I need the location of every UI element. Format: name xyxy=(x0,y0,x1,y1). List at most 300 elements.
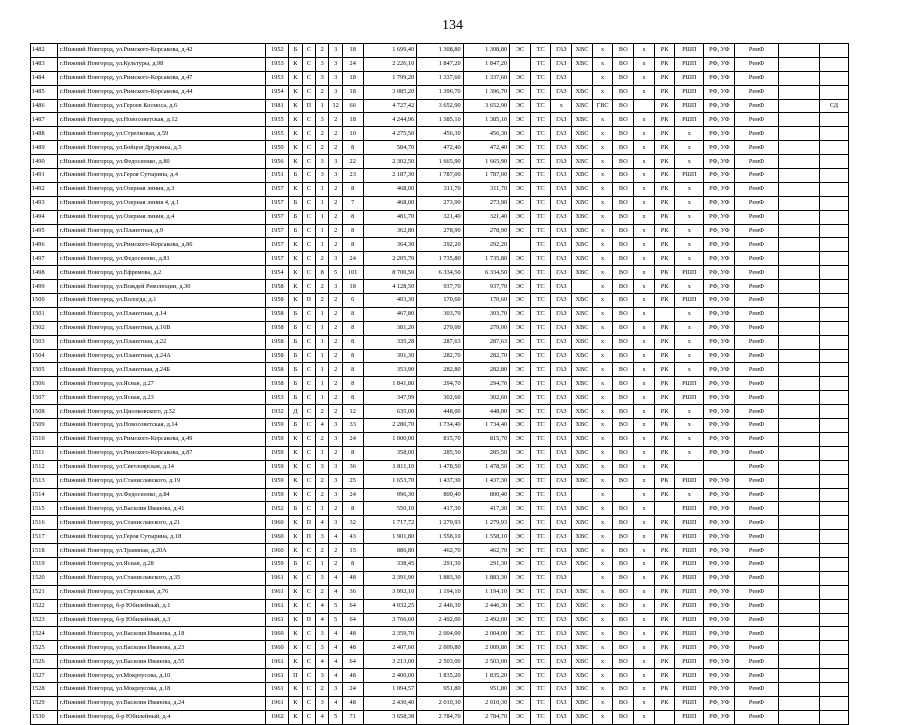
cell-garbage-chute: х xyxy=(634,155,655,169)
cell-apartments: 8 xyxy=(342,391,363,405)
table-row xyxy=(31,85,849,99)
cell-material: С xyxy=(302,155,315,169)
cell-heating: ТС xyxy=(530,502,551,516)
cell-power-supply: ЭС xyxy=(510,182,531,196)
cell-row-number: 1521 xyxy=(31,585,58,599)
table-row xyxy=(31,530,849,544)
cell-power-supply: ЭС xyxy=(510,460,531,474)
cell-total-area: 467,80 xyxy=(363,307,417,321)
cell-address: г.Нижний Новгород, ул.Римского-Корсакова, д.87 xyxy=(57,446,266,460)
cell-address: г.Нижний Новгород, ул.Римского-Корсакова, д.86 xyxy=(57,238,266,252)
cell-repair-type: х xyxy=(675,127,704,141)
cell-extra-mark xyxy=(820,571,849,585)
cell-heating: ТС xyxy=(530,266,551,280)
cell-total-area: 3 085,20 xyxy=(363,85,417,99)
cell-apartments: 101 xyxy=(342,266,363,280)
cell-residential-area: 303,70 xyxy=(463,307,509,321)
cell-address: г.Нижний Новгород, ул.Римского-Корсакова, д.47 xyxy=(57,71,266,85)
cell-garbage-chute: х xyxy=(634,488,655,502)
cell-extra-mark xyxy=(820,585,849,599)
cell-facade-repair: РемФ xyxy=(735,335,778,349)
cell-total-area: 4 727,42 xyxy=(363,99,417,113)
cell-floors: 2 xyxy=(329,321,342,335)
cell-living-area: 2 010,30 xyxy=(417,696,463,710)
cell-cold-water: ХВС xyxy=(572,113,593,127)
cell-facade-repair: РемФ xyxy=(735,682,778,696)
cell-row-number: 1506 xyxy=(31,377,58,391)
cell-facade-work: РФ, УФ xyxy=(704,224,735,238)
cell-note xyxy=(778,196,819,210)
page-number: 134 xyxy=(442,18,463,33)
cell-garbage-chute: х xyxy=(634,210,655,224)
cell-heating: ТС xyxy=(530,155,551,169)
cell-address: г.Нижний Новгород, ул.Героя Сутырина, д.4 xyxy=(57,169,266,183)
cell-garbage-chute: х xyxy=(634,71,655,85)
cell-total-area: 1 841,80 xyxy=(363,377,417,391)
cell-entrances: 4 xyxy=(316,419,329,433)
cell-hot-water: х xyxy=(592,585,613,599)
cell-floors: 2 xyxy=(329,377,342,391)
cell-sewerage: ВО xyxy=(613,182,634,196)
cell-residential-area: 6 334,50 xyxy=(463,266,509,280)
table-row xyxy=(31,71,849,85)
cell-cold-water: ХВС xyxy=(572,57,593,71)
cell-residential-area: 282,80 xyxy=(463,363,509,377)
cell-living-area: 282,70 xyxy=(417,349,463,363)
cell-row-number: 1496 xyxy=(31,238,58,252)
cell-facade-work: РФ, УФ xyxy=(704,641,735,655)
cell-heating: ТС xyxy=(530,530,551,544)
cell-residential-area: 311,70 xyxy=(463,182,509,196)
cell-facade-work xyxy=(704,460,735,474)
cell-apartments: 71 xyxy=(342,710,363,724)
cell-living-area: 937,70 xyxy=(417,280,463,294)
cell-repair-type: х xyxy=(675,446,704,460)
cell-cold-water: ХВС xyxy=(572,696,593,710)
cell-gas: ГАЗ xyxy=(551,446,572,460)
cell-extra-mark xyxy=(820,391,849,405)
cell-facade-repair: РемФ xyxy=(735,224,778,238)
cell-entrances: 1 xyxy=(316,196,329,210)
cell-gas: ГАЗ xyxy=(551,474,572,488)
cell-sewerage: ВО xyxy=(613,613,634,627)
cell-year-built: 1932 xyxy=(266,405,289,419)
cell-residential-area: 1 279,93 xyxy=(463,516,509,530)
cell-entrances: 3 xyxy=(316,696,329,710)
cell-heating: ТС xyxy=(530,210,551,224)
cell-note xyxy=(778,613,819,627)
cell-cold-water: ХВС xyxy=(572,363,593,377)
cell-repair-type: РШП xyxy=(675,44,704,58)
cell-residential-area: 1 337,60 xyxy=(463,71,509,85)
cell-row-number: 1498 xyxy=(31,266,58,280)
cell-year-built: 1957 xyxy=(266,210,289,224)
cell-repair-type: РШП xyxy=(675,571,704,585)
table-row xyxy=(31,182,849,196)
cell-address: г.Нижний Новгород, ул.Римского-Корсакова, д.42 xyxy=(57,44,266,58)
cell-year-built: 1961 xyxy=(266,696,289,710)
cell-entrances: 3 xyxy=(316,71,329,85)
cell-sewerage: ВО xyxy=(613,127,634,141)
cell-power-supply: ЭС xyxy=(510,557,531,571)
cell-garbage-chute: х xyxy=(634,363,655,377)
cell-living-area: 1 308,80 xyxy=(417,44,463,58)
cell-cold-water: ХВС xyxy=(572,474,593,488)
cell-wall-type: К xyxy=(289,655,302,669)
cell-apartments: 15 xyxy=(342,544,363,558)
cell-address: г.Нижний Новгород, ул.Станиславского, д.19 xyxy=(57,474,266,488)
cell-year-built: 1959 xyxy=(266,460,289,474)
cell-extra-mark xyxy=(820,141,849,155)
cell-apartments: 48 xyxy=(342,627,363,641)
cell-note xyxy=(778,460,819,474)
cell-year-built: 1959 xyxy=(266,488,289,502)
cell-row-number: 1512 xyxy=(31,460,58,474)
cell-extra-mark xyxy=(820,169,849,183)
cell-repair-type: РШП xyxy=(675,627,704,641)
cell-power-supply: ЭС xyxy=(510,432,531,446)
cell-extra-mark xyxy=(820,224,849,238)
cell-year-built: 1960 xyxy=(266,544,289,558)
cell-facade-repair: РемФ xyxy=(735,363,778,377)
cell-residential-area: 462,70 xyxy=(463,544,509,558)
cell-heating: ТС xyxy=(530,613,551,627)
cell-wall-type: К xyxy=(289,57,302,71)
cell-note xyxy=(778,113,819,127)
cell-facade-repair: РемФ xyxy=(735,391,778,405)
cell-note xyxy=(778,238,819,252)
cell-floors: 2 xyxy=(329,502,342,516)
cell-address: г.Нижний Новгород, ул.Василия Иванова, д.24 xyxy=(57,696,266,710)
cell-facade-repair: РемФ xyxy=(735,502,778,516)
cell-residential-area: 287,63 xyxy=(463,335,509,349)
cell-repair-type: РШП xyxy=(675,57,704,71)
cell-facade-repair: РемФ xyxy=(735,571,778,585)
cell-year-built: 1961 xyxy=(266,669,289,683)
cell-apartments: 8 xyxy=(342,363,363,377)
cell-apartments: 48 xyxy=(342,641,363,655)
cell-repair-type: РШП xyxy=(675,391,704,405)
cell-apartments: 8 xyxy=(342,210,363,224)
cell-year-built: 1953 xyxy=(266,71,289,85)
cell-garbage-chute: х xyxy=(634,585,655,599)
cell-entrances: 8 xyxy=(316,266,329,280)
cell-power-supply: ЭС xyxy=(510,377,531,391)
cell-facade-repair: РемФ xyxy=(735,169,778,183)
cell-cold-water: ХВС xyxy=(572,44,593,58)
cell-total-area: 2 400,00 xyxy=(363,669,417,683)
cell-facade-work: РФ, УФ xyxy=(704,419,735,433)
table-row xyxy=(31,127,849,141)
cell-living-area: 278,90 xyxy=(417,224,463,238)
cell-floors: 12 xyxy=(329,99,342,113)
cell-year-built: 1960 xyxy=(266,530,289,544)
cell-living-area: 285,50 xyxy=(417,446,463,460)
table-row xyxy=(31,710,849,724)
cell-cold-water: ХВС xyxy=(572,655,593,669)
cell-material: С xyxy=(302,252,315,266)
cell-residential-area: 2 446,30 xyxy=(463,599,509,613)
cell-living-area: 815,70 xyxy=(417,432,463,446)
table-row xyxy=(31,669,849,683)
cell-row-number: 1486 xyxy=(31,99,58,113)
cell-residential-area: 1 735,80 xyxy=(463,252,509,266)
cell-address: г.Нижний Новгород, ул.Ясная, д.23 xyxy=(57,391,266,405)
cell-note xyxy=(778,696,819,710)
cell-repair-type: х xyxy=(675,321,704,335)
cell-power-supply: ЭС xyxy=(510,405,531,419)
cell-row-number: 1494 xyxy=(31,210,58,224)
cell-extra-mark xyxy=(820,321,849,335)
cell-row-number: 1507 xyxy=(31,391,58,405)
cell-row-number: 1527 xyxy=(31,669,58,683)
cell-heating: ТС xyxy=(530,141,551,155)
cell-gas: ГАЗ xyxy=(551,349,572,363)
cell-entrances: 3 xyxy=(316,571,329,585)
cell-hot-water: х xyxy=(592,710,613,724)
cell-floors: 2 xyxy=(329,210,342,224)
cell-roof-repair: РК xyxy=(654,599,675,613)
cell-residential-area: 1 883,30 xyxy=(463,571,509,585)
cell-living-area: 282,80 xyxy=(417,363,463,377)
cell-year-built: 1954 xyxy=(266,266,289,280)
cell-note xyxy=(778,169,819,183)
cell-row-number: 1482 xyxy=(31,44,58,58)
cell-row-number: 1495 xyxy=(31,224,58,238)
cell-extra-mark xyxy=(820,599,849,613)
cell-floors: 4 xyxy=(329,641,342,655)
cell-garbage-chute: х xyxy=(634,44,655,58)
cell-hot-water: х xyxy=(592,599,613,613)
cell-gas: ГАЗ xyxy=(551,516,572,530)
cell-extra-mark xyxy=(820,544,849,558)
cell-year-built: 1961 xyxy=(266,571,289,585)
cell-facade-repair: РемФ xyxy=(735,307,778,321)
cell-apartments: 8 xyxy=(342,307,363,321)
cell-facade-repair: РемФ xyxy=(735,655,778,669)
cell-address: г.Нижний Новгород, б-р Юбилейный, д.1 xyxy=(57,599,266,613)
cell-power-supply xyxy=(510,238,531,252)
table-row xyxy=(31,44,849,58)
cell-floors: 3 xyxy=(329,516,342,530)
cell-total-area: 468,00 xyxy=(363,196,417,210)
cell-material: С xyxy=(302,71,315,85)
cell-year-built: 1957 xyxy=(266,196,289,210)
cell-hot-water: х xyxy=(592,71,613,85)
cell-year-built: 1953 xyxy=(266,57,289,71)
cell-gas: ГАЗ xyxy=(551,363,572,377)
cell-total-area: 550,10 xyxy=(363,502,417,516)
cell-repair-type: РШП xyxy=(675,99,704,113)
cell-facade-work: РФ, УФ xyxy=(704,210,735,224)
cell-extra-mark xyxy=(820,44,849,58)
cell-living-area: 1 734,40 xyxy=(417,419,463,433)
cell-total-area: 1 799,20 xyxy=(363,71,417,85)
cell-roof-repair: РК xyxy=(654,321,675,335)
cell-facade-work: РФ, УФ xyxy=(704,71,735,85)
cell-apartments: 8 xyxy=(342,182,363,196)
cell-material: П xyxy=(302,613,315,627)
cell-apartments: 8 xyxy=(342,502,363,516)
cell-living-area: 456,30 xyxy=(417,127,463,141)
cell-repair-type: РШП xyxy=(675,696,704,710)
cell-entrances: 2 xyxy=(316,44,329,58)
table-row xyxy=(31,252,849,266)
cell-power-supply: ЭС xyxy=(510,571,531,585)
cell-material: С xyxy=(302,432,315,446)
cell-power-supply: ЭС xyxy=(510,335,531,349)
cell-sewerage: ВО xyxy=(613,238,634,252)
table-row xyxy=(31,99,849,113)
cell-residential-area: 321,40 xyxy=(463,210,509,224)
cell-gas: ГАЗ xyxy=(551,460,572,474)
cell-floors: 2 xyxy=(329,196,342,210)
cell-entrances: 2 xyxy=(316,294,329,308)
table-row xyxy=(31,655,849,669)
cell-sewerage: ВО xyxy=(613,405,634,419)
cell-year-built: 1958 xyxy=(266,377,289,391)
cell-heating: ТС xyxy=(530,669,551,683)
cell-power-supply: ЭС xyxy=(510,99,531,113)
cell-hot-water: х xyxy=(592,696,613,710)
cell-material: С xyxy=(302,682,315,696)
cell-address: г.Нижний Новгород, ул.Василия Иванова, д.55 xyxy=(57,655,266,669)
cell-entrances: 2 xyxy=(316,682,329,696)
cell-material: С xyxy=(302,544,315,558)
cell-facade-repair: РемФ xyxy=(735,696,778,710)
cell-apartments: 8 xyxy=(342,224,363,238)
cell-residential-area: 472,40 xyxy=(463,141,509,155)
cell-sewerage: ВО xyxy=(613,516,634,530)
cell-heating: ТС xyxy=(530,127,551,141)
table-row xyxy=(31,238,849,252)
cell-extra-mark xyxy=(820,71,849,85)
cell-power-supply: ЭС xyxy=(510,280,531,294)
cell-power-supply: ЭС xyxy=(510,669,531,683)
cell-living-area: 311,70 xyxy=(417,182,463,196)
cell-living-area: 1 847,20 xyxy=(417,57,463,71)
cell-material: С xyxy=(302,113,315,127)
cell-residential-area: 291,30 xyxy=(463,557,509,571)
cell-hot-water: х xyxy=(592,349,613,363)
cell-power-supply: ЭС xyxy=(510,210,531,224)
cell-cold-water: ХВС xyxy=(572,85,593,99)
cell-repair-type: х xyxy=(675,252,704,266)
cell-extra-mark xyxy=(820,446,849,460)
cell-facade-work: РФ, УФ xyxy=(704,266,735,280)
cell-gas: ГАЗ xyxy=(551,252,572,266)
cell-entrances: 2 xyxy=(316,141,329,155)
cell-apartments: 18 xyxy=(342,85,363,99)
cell-hot-water: х xyxy=(592,363,613,377)
cell-hot-water: х xyxy=(592,210,613,224)
cell-apartments: 18 xyxy=(342,44,363,58)
cell-year-built: 1959 xyxy=(266,419,289,433)
cell-garbage-chute: х xyxy=(634,502,655,516)
cell-note xyxy=(778,544,819,558)
cell-hot-water: х xyxy=(592,44,613,58)
cell-material: С xyxy=(302,210,315,224)
cell-heating: ТС xyxy=(530,710,551,724)
cell-facade-work: РФ, УФ xyxy=(704,99,735,113)
cell-garbage-chute: х xyxy=(634,85,655,99)
cell-residential-area: 1 478,50 xyxy=(463,460,509,474)
cell-entrances: 2 xyxy=(316,432,329,446)
cell-floors: 3 xyxy=(329,419,342,433)
cell-material: С xyxy=(302,405,315,419)
cell-living-area: 170,60 xyxy=(417,294,463,308)
cell-wall-type: К xyxy=(289,682,302,696)
cell-material: С xyxy=(302,196,315,210)
cell-repair-type: х xyxy=(675,196,704,210)
table-row xyxy=(31,557,849,571)
cell-heating: ТС xyxy=(530,224,551,238)
cell-heating: ТС xyxy=(530,474,551,488)
cell-living-area: 2 004,00 xyxy=(417,627,463,641)
cell-garbage-chute: х xyxy=(634,252,655,266)
cell-repair-type: х xyxy=(675,488,704,502)
cell-note xyxy=(778,516,819,530)
cell-facade-work: РФ, УФ xyxy=(704,710,735,724)
cell-material: С xyxy=(302,169,315,183)
cell-gas: ГАЗ xyxy=(551,210,572,224)
cell-total-area: 1 901,80 xyxy=(363,530,417,544)
cell-address: г.Нижний Новгород, ул.Вологда, д.1 xyxy=(57,294,266,308)
cell-entrances: 1 xyxy=(316,446,329,460)
cell-living-area: 1 735,80 xyxy=(417,252,463,266)
cell-repair-type: РШП xyxy=(675,530,704,544)
cell-wall-type: К xyxy=(289,85,302,99)
cell-apartments: 48 xyxy=(342,696,363,710)
cell-total-area: 2 280,70 xyxy=(363,419,417,433)
cell-note xyxy=(778,182,819,196)
cell-row-number: 1488 xyxy=(31,127,58,141)
cell-entrances: 1 xyxy=(316,238,329,252)
cell-garbage-chute: х xyxy=(634,280,655,294)
cell-row-number: 1510 xyxy=(31,432,58,446)
cell-power-supply: ЭС xyxy=(510,474,531,488)
cell-facade-repair: РемФ xyxy=(735,544,778,558)
cell-roof-repair xyxy=(654,710,675,724)
cell-heating: ТС xyxy=(530,585,551,599)
cell-living-area: 273,90 xyxy=(417,196,463,210)
cell-facade-repair: РемФ xyxy=(735,377,778,391)
cell-cold-water: ХВС xyxy=(572,141,593,155)
cell-floors: 3 xyxy=(329,71,342,85)
cell-sewerage: ВО xyxy=(613,280,634,294)
cell-cold-water: ХВС xyxy=(572,238,593,252)
cell-note xyxy=(778,335,819,349)
cell-facade-repair: РемФ xyxy=(735,113,778,127)
cell-roof-repair: РК xyxy=(654,335,675,349)
cell-facade-work: РФ, УФ xyxy=(704,294,735,308)
cell-cold-water: ХВС xyxy=(572,266,593,280)
cell-note xyxy=(778,377,819,391)
cell-living-area: 951,80 xyxy=(417,682,463,696)
cell-floors: 3 xyxy=(329,169,342,183)
cell-repair-type: х xyxy=(675,141,704,155)
table-row xyxy=(31,57,849,71)
cell-entrances: 1 xyxy=(316,307,329,321)
cell-gas: ГАЗ xyxy=(551,696,572,710)
cell-extra-mark xyxy=(820,113,849,127)
cell-cold-water: ХВС xyxy=(572,335,593,349)
cell-garbage-chute: х xyxy=(634,349,655,363)
cell-residential-area: 1 308,80 xyxy=(463,44,509,58)
cell-gas: ГАЗ xyxy=(551,44,572,58)
cell-row-number: 1499 xyxy=(31,280,58,294)
cell-facade-work: РФ, УФ xyxy=(704,446,735,460)
